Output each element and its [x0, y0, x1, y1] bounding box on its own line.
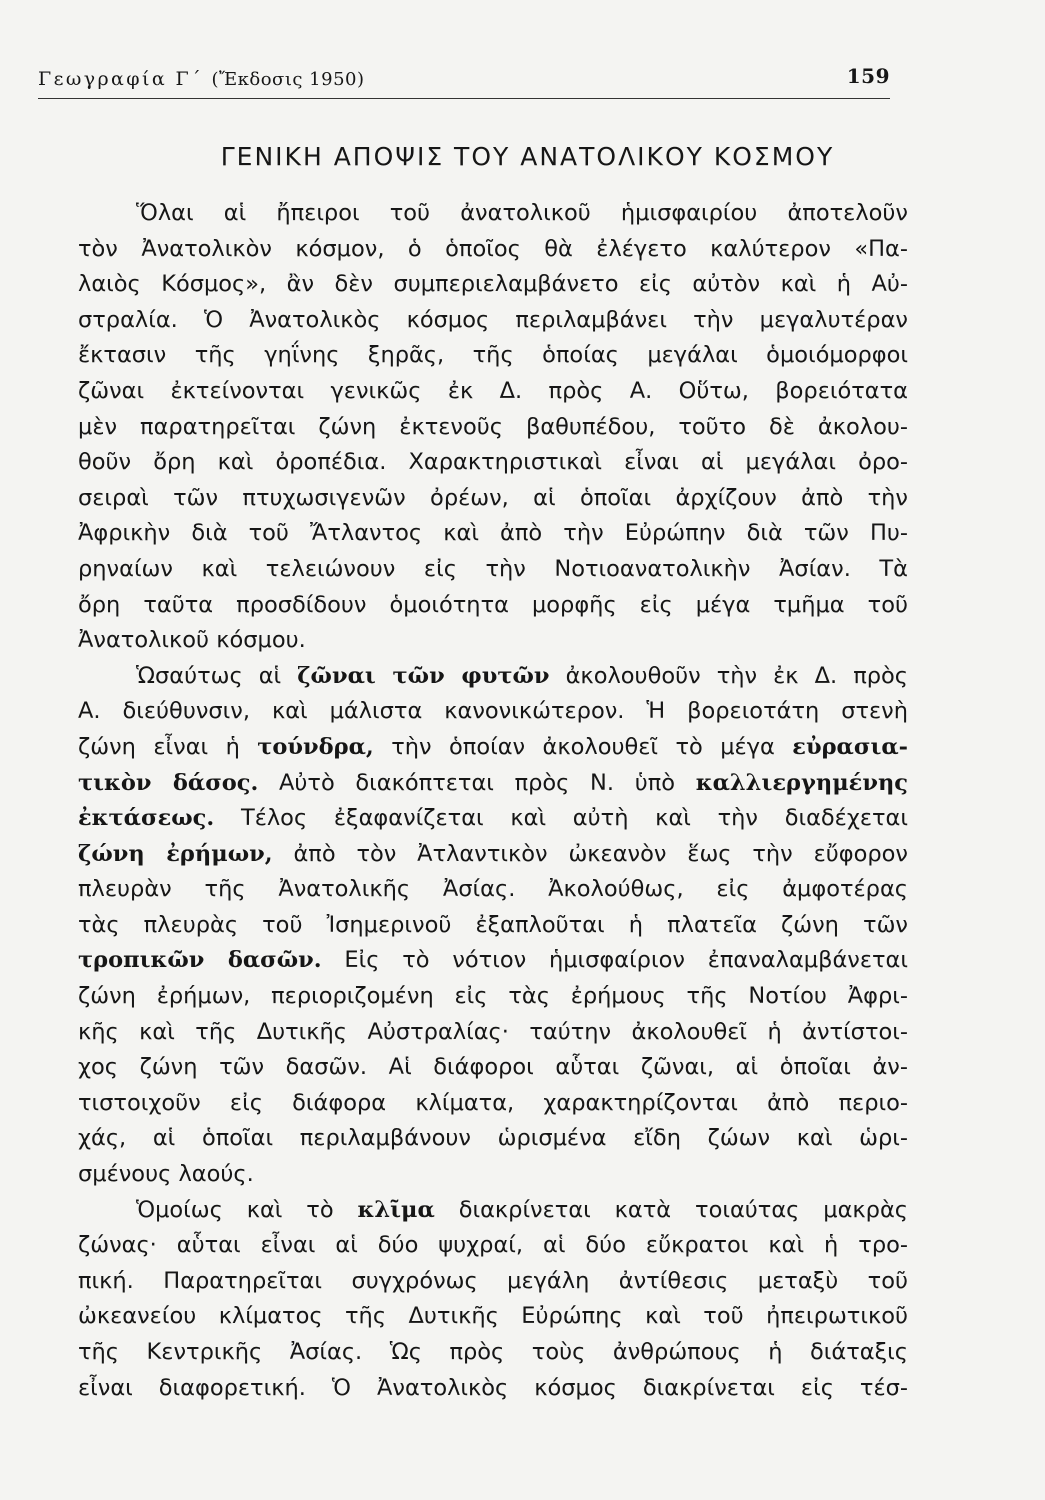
text-segment: μὲν παρατηρεῖται ζώνη ἐκτενοῦς βαθυπέδου, τοῦτο δὲ ἀκολου- [78, 413, 908, 440]
text-line [78, 1299, 908, 1335]
text-segment: θοῦν ὄρη καὶ ὀροπέδια. Χαρακτηριστικαὶ εἶναι αἱ μεγάλαι ὀρο- [78, 449, 908, 476]
text-segment: Αὐτὸ διακόπτεται πρὸς Ν. ὑπὸ [258, 769, 696, 796]
text-segment: Α. διεύθυνσιν, καὶ μάλιστα κανονικώτερον. Ἡ βορειοτάτη στενὴ [78, 698, 908, 725]
text-segment: ζῶναι ἐκτείνονται γενικῶς ἐκ Δ. πρὸς Α. Οὕτω, βορειότατα [78, 377, 908, 404]
text-segment: εἶναι διαφορετική. Ὁ Ἀνατολικὸς κόσμος διακρίνεται εἰς τέσ- [78, 1374, 908, 1401]
text-line [78, 1371, 908, 1407]
text-segment: ὄρη ταῦτα προσδίδουν ὁμοιότητα μορφῆς εἰς μέγα τμῆμα τοῦ [78, 591, 908, 618]
text-segment: σειραὶ τῶν πτυχωσιγενῶν ὀρέων, αἱ ὁποῖαι ἀρχίζουν ἀπὸ τὴν [78, 484, 908, 511]
text-segment: Ὁμοίως καὶ τὸ [136, 1196, 358, 1223]
text-line [78, 267, 908, 303]
text-segment: Ἀφρικὴν διὰ τοῦ Ἄτλαντος καὶ ἀπὸ τὴν Εὐρώπην διὰ τῶν Πυ- [78, 520, 908, 547]
text-segment: στραλία. Ὁ Ἀνατολικὸς κόσμος περιλαμβάνει τὴν μεγαλυτέραν [78, 306, 908, 333]
text-line [78, 943, 908, 979]
text-segment: σμένους λαούς. [78, 1161, 254, 1188]
text-segment: χος ζώνη τῶν δασῶν. Αἱ διάφοροι αὗται ζῶναι, αἱ ὁποῖαι ἀν- [78, 1054, 908, 1081]
text-line [78, 801, 908, 837]
edition-label: (Ἔκδοσις 1950) [211, 69, 365, 90]
text-line [78, 872, 908, 908]
text-line [78, 481, 908, 517]
text-line [78, 1157, 908, 1193]
page-number: 159 [846, 64, 890, 88]
text-line [78, 410, 908, 446]
bold-term: ζῶναι τῶν φυτῶν [297, 662, 550, 689]
text-segment: Ἀνατολικοῦ κόσμου. [78, 627, 306, 654]
text-segment: Ὡσαύτως αἱ [136, 662, 298, 689]
text-segment: ἀπὸ τὸν Ἀτλαντικὸν ὠκεανὸν ἕως τὴν εὔφορον [272, 840, 908, 867]
text-segment: Τέλος ἐξαφανίζεται καὶ αὐτὴ καὶ τὴν διαδέχεται [214, 805, 908, 832]
bold-term: τικὸν δάσος. [78, 769, 259, 796]
text-line [78, 1121, 908, 1157]
text-segment: τὰς πλευρὰς τοῦ Ἰσημερινοῦ ἐξαπλοῦται ἡ πλατεῖα ζώνη τῶν [78, 911, 908, 938]
text-segment: ἀκολουθοῦν τὴν ἐκ Δ. πρὸς [549, 662, 908, 689]
text-segment: ἔκτασιν τῆς γηΐνης ξηρᾶς, τῆς ὁποίας μεγάλαι ὁμοιόμορφοι [78, 342, 908, 369]
text-segment: τὴν ὁποίαν ἀκολουθεῖ τὸ μέγα [373, 733, 793, 760]
text-line [78, 837, 908, 873]
bold-term: τροπικῶν δασῶν. [78, 947, 322, 974]
text-segment: τῆς Κεντρικῆς Ἀσίας. Ὡς πρὸς τοὺς ἀνθρώπους ἡ διάταξις [78, 1339, 908, 1365]
text-line [78, 445, 908, 481]
text-segment: τιστοιχοῦν εἰς διάφορα κλίματα, χαρακτηρίζονται ἀπὸ περιο- [78, 1089, 908, 1116]
text-line [78, 196, 908, 232]
text-segment: ὠκεανείου κλίματος τῆς Δυτικῆς Εὐρώπης καὶ τοῦ ἠπειρωτικοῦ [78, 1303, 908, 1330]
text-line [78, 338, 908, 374]
text-segment: Εἰς τὸ νότιον ἡμισφαίριον ἐπαναλαμβάνεται [321, 947, 909, 974]
text-line [78, 694, 908, 730]
text-line [78, 1264, 908, 1300]
bold-term: κλῖμα [357, 1196, 435, 1223]
text-segment: χάς, αἱ ὁποῖαι περιλαμβάνουν ὡρισμένα εἴδη ζώων καὶ ὡρι- [78, 1125, 908, 1152]
bold-term: ἐκτάσεως. [78, 805, 215, 832]
text-line [78, 552, 908, 588]
text-line [78, 623, 908, 659]
bold-term: τούνδρα, [257, 733, 374, 760]
text-segment: κῆς καὶ τῆς Δυτικῆς Αὐστραλίας· ταύτην ἀκολουθεῖ ἡ ἀντίστοι- [78, 1018, 908, 1045]
text-segment: λαιὸς Κόσμος», ἂν δὲν συμπεριελαμβάνετο εἰς αὐτὸν καὶ ἡ Αὐ- [78, 271, 908, 298]
text-line [78, 588, 908, 624]
body-text [78, 196, 908, 1406]
text-segment: Ὅλαι αἱ ἤπειροι τοῦ ἀνατολικοῦ ἡμισφαιρίου ἀποτελοῦν [136, 200, 908, 226]
bold-term: καλλιεργημένης [695, 769, 909, 796]
bold-term: ζώνη ἐρήμων, [78, 840, 273, 867]
section-title: ΓΕΝΙΚΗ ΑΠΟΨΙΣ ΤΟΥ ΑΝΑΤΟΛΙΚΟΥ ΚΟΣΜΟΥ [220, 142, 835, 171]
text-segment: ζώνη εἶναι ἡ [78, 733, 258, 760]
text-line [78, 1086, 908, 1122]
text-line [78, 303, 908, 339]
text-line [78, 659, 908, 695]
text-line [78, 1335, 908, 1371]
text-line [78, 908, 908, 944]
running-header [38, 62, 890, 99]
text-line [78, 516, 908, 552]
text-line [78, 1015, 908, 1051]
text-segment: διακρίνεται κατὰ τοιαύτας μακρὰς [434, 1196, 908, 1223]
text-segment: πλευρὰν τῆς Ἀνατολικῆς Ἀσίας. Ἀκολούθως, εἰς ἀμφοτέρας [78, 876, 908, 903]
text-segment: τὸν Ἀνατολικὸν κόσμον, ὁ ὁποῖος θὰ ἐλέγετο καλύτερον «Πα- [78, 235, 908, 262]
bold-term: εὐρασια- [792, 733, 908, 760]
text-segment: πική. Παρατηρεῖται συγχρόνως μεγάλη ἀντίθεσις μεταξὺ τοῦ [78, 1267, 908, 1294]
text-segment: ζώνη ἐρήμων, περιοριζομένη εἰς τὰς ἐρήμους τῆς Νοτίου Ἀφρι- [78, 983, 908, 1010]
text-line [78, 1193, 908, 1229]
text-line [78, 1050, 908, 1086]
text-line [78, 730, 908, 766]
text-line [78, 232, 908, 268]
text-line [78, 766, 908, 802]
text-line [78, 1228, 908, 1264]
book-title-text: Γεωγραφία Γ΄ [38, 68, 203, 90]
text-segment: ρηναίων καὶ τελειώνουν εἰς τὴν Νοτιοανατολικὴν Ἀσίαν. Τὰ [78, 555, 908, 582]
text-segment: ζώνας· αὗται εἶναι αἱ δύο ψυχραί, αἱ δύο εὔκρατοι καὶ ἡ τρο- [78, 1232, 908, 1259]
book-title [38, 68, 365, 90]
text-line [78, 979, 908, 1015]
text-line [78, 374, 908, 410]
